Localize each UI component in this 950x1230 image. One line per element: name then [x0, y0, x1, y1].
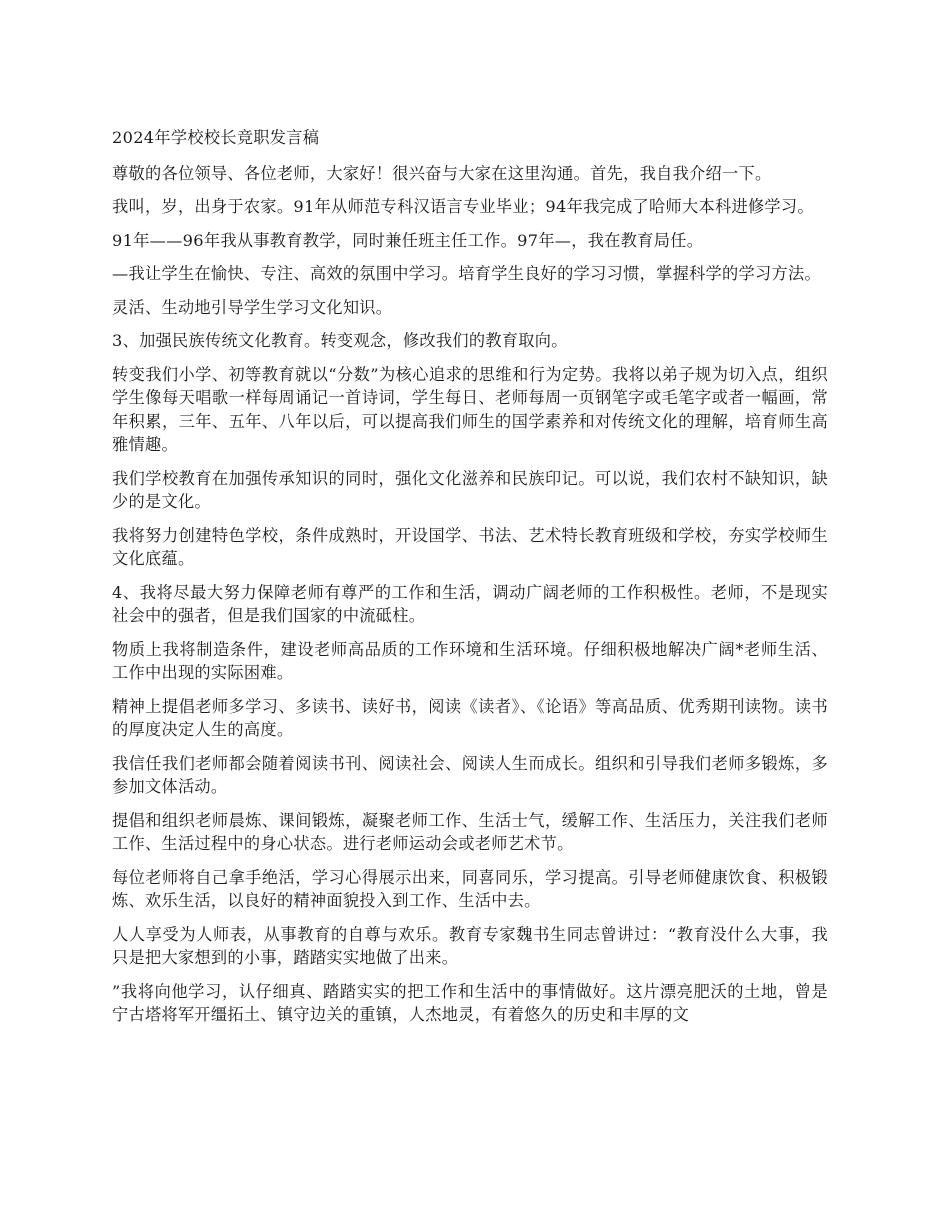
paragraph: 我们学校教育在加强传承知识的同时，强化文化滋养和民族印记。可以说，我们农村不缺知识，缺少的是文化。 — [112, 468, 828, 511]
paragraph: ”我将向他学习，认仔细真、踏踏实实的把工作和生活中的事情做好。这片漂亮肥沃的土地，曾是宁古塔将军开缰拓土、镇守边关的重镇，人杰地灵，有着悠久的历史和丰厚的文 — [112, 981, 828, 1024]
paragraph: 物质上我将制造条件，建设老师高品质的工作环境和生活环境。仔细积极地解决广阔*老师生活、工作中出现的实际困难。 — [112, 639, 828, 682]
paragraph: 91年——96年我从事教育教学，同时兼任班主任工作。97年—，我在教育局任。 — [112, 230, 704, 250]
paragraph: 每位老师将自己拿手绝活，学习心得展示出来，同喜同乐，学习提高。引导老师健康饮食、积极锻炼、欢乐生活，以良好的精神面貌投入到工作、生活中去。 — [112, 867, 828, 910]
paragraph: 人人享受为人师表，从事教育的自尊与欢乐。教育专家魏书生同志曾讲过：“教育没什么大事，我只是把大家想到的小事，踏踏实实地做了出来。 — [112, 924, 828, 967]
paragraph: 尊敬的各位领导、各位老师，大家好！很兴奋与大家在这里沟通。首先，我自我介绍一下。 — [112, 163, 772, 183]
paragraph: 我信任我们老师都会随着阅读书刊、阅读社会、阅读人生而成长。组织和引导我们老师多锻炼，多参加文体活动。 — [112, 753, 828, 796]
paragraph: 精神上提倡老师多学习、多读书、读好书，阅读《读者》、《论语》等高品质、优秀期刊读物。读书的厚度决定人生的高度。 — [112, 696, 828, 739]
paragraph: 3、加强民族传统文化教育。转变观念，修改我们的教育取向。 — [112, 331, 568, 350]
paragraph: 我叫，岁，出身于农家。91年从师范专科汉语言专业毕业；94年我完成了哈师大本科进修学习。 — [112, 197, 814, 216]
paragraph: 灵活、生动地引导学生学习文化知识。 — [112, 297, 393, 317]
paragraph: 我将努力创建特色学校，条件成熟时，开设国学、书法、艺术特长教育班级和学校，夯实学校师生文化底蕴。 — [112, 525, 828, 568]
paragraph: —我让学生在愉快、专注、高效的氛围中学习。培育学生良好的学习习惯，掌握科学的学习方法。 — [112, 264, 821, 283]
document-page — [112, 126, 828, 1037]
paragraph: 提倡和组织老师晨炼、课间锻炼，凝聚老师工作、生活士气，缓解工作、生活压力，关注我们老师工作、生活过程中的身心状态。进行老师运动会或老师艺术节。 — [112, 810, 828, 853]
document-title: 2024年学校校长竞职发言稿 — [112, 128, 320, 147]
paragraph: 转变我们小学、初等教育就以“分数”为核心追求的思维和行为定势。我将以弟子规为切入点，组织学生像每天唱歌一样每周诵记一首诗词，学生每日、老师每周一页钢笔字或毛笔字或者一幅画，常年积累，三年、五年、八年以后，可以提高我们师生的国学素养和对传统文化的理解，培育师生高雅情趣。 — [112, 364, 828, 454]
paragraph: 4、我将尽最大努力保障老师有尊严的工作和生活，调动广阔老师的工作积极性。老师，不是现实社会中的强者，但是我们国家的中流砥柱。 — [112, 582, 828, 625]
